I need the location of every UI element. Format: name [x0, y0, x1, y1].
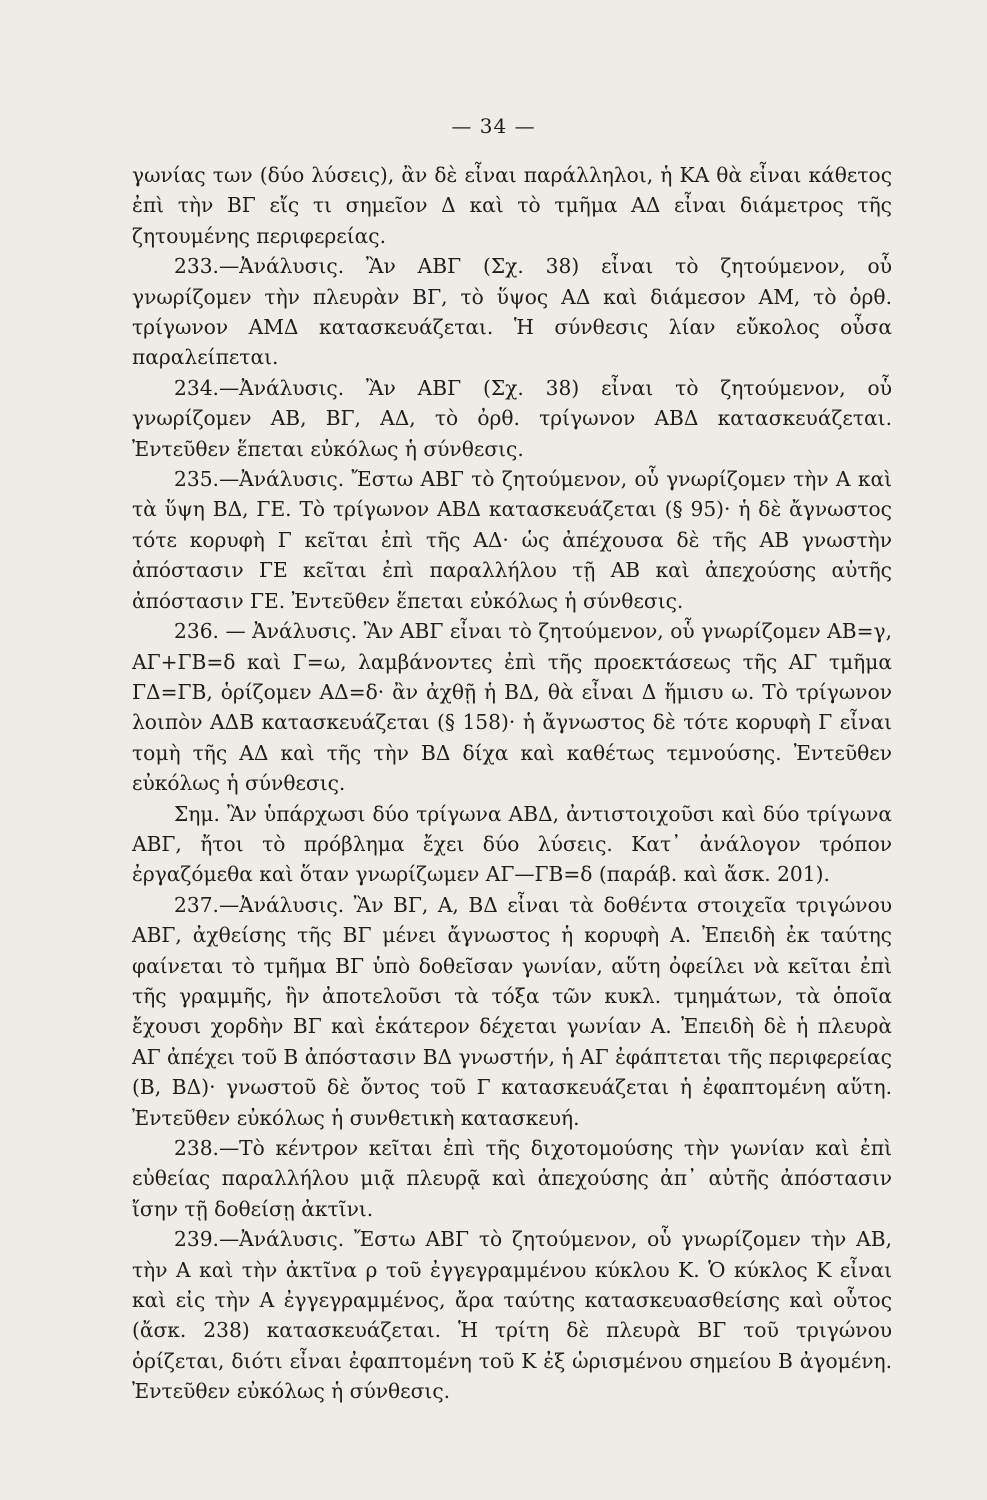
paragraph-237: 237.—Ἀνάλυσις. Ἂν ΒΓ, Α, ΒΔ εἶναι τὰ δοθέντα στοιχεῖα τριγώνου ΑΒΓ, ἀχθείσης τῆς ΒΓ μένει ἄγνωστος ἡ κορυφὴ Α. Ἐπειδὴ ἐκ ταύτης φαίνεται τὸ τμῆμα ΒΓ ὑπὸ δοθεῖσαν γωνίαν, αὕτη ὀφείλει νὰ κεῖται ἐπὶ τῆς γραμμῆς, ἣν ἀποτελοῦσι τὰ τόξα τῶν κυκλ. τμημάτων, τὰ ὁποῖα ἔχουσι χορδὴν ΒΓ καὶ ἑκάτερον δέχεται γωνίαν Α. Ἐπειδὴ δὲ ἡ πλευρὰ ΑΓ ἀπέχει τοῦ Β ἀπόστασιν ΒΔ γνωστήν, ἡ ΑΓ ἐφάπτεται τῆς περιφερείας (Β, ΒΔ)· γνωστοῦ δὲ ὄντος τοῦ Γ κατασκευάζεται ἡ ἐφαπτομένη αὕτη. Ἐντεῦθεν εὐκόλως ἡ συνθετικὴ κατασκευή. — [132, 892, 892, 1130]
paragraph-234: 234.—Ἀνάλυσις. Ἂν ΑΒΓ (Σχ. 38) εἶναι τὸ ζητούμενον, οὗ γνωρίζομεν ΑΒ, ΒΓ, ΑΔ, τὸ ὀρθ. τρίγωνον ΑΒΔ κατασκευάζεται. Ἐντεῦθεν ἕπεται εὐκόλως ἡ σύνθεσις. — [132, 375, 892, 461]
paragraph-239: 239.—Ἀνάλυσις. Ἔστω ΑΒΓ τὸ ζητούμενον, οὗ γνωρίζομεν τὴν ΑΒ, τὴν Α καὶ τὴν ἀκτῖνα ρ τοῦ ἐγγεγραμμένου κύκλου Κ. Ὁ κύκλος Κ εἶναι καὶ εἰς τὴν Α ἐγγεγραμμένος, ἄρα ταύτης κατασκευασθείσης καὶ οὗτος (ἄσκ. 238) κατασκευάζεται. Ἡ τρίτη δὲ πλευρὰ ΒΓ τοῦ τριγώνου ὁρίζεται, διότι εἶναι ἐφαπτομένη τοῦ Κ ἐξ ὡρισμένου σημείου Β ἀγομένη. Ἐντεῦθεν εὐκόλως ἡ σύνθεσις. — [132, 1227, 892, 1404]
body-text — [132, 160, 892, 1407]
paragraph-235: 235.—Ἀνάλυσις. Ἔστω ΑΒΓ τὸ ζητούμενον, οὗ γνωρίζομεν τὴν Α καὶ τὰ ὕψη ΒΔ, ΓΕ. Τὸ τρίγωνον ΑΒΔ κατασκευάζεται (§ 95)· ἡ δὲ ἄγνωστος τότε κορυφὴ Γ κεῖται ἐπὶ τῆς ΑΔ· ὡς ἀπέχουσα δὲ τῆς ΑΒ γνωστὴν ἀπόστασιν ΓΕ κεῖται ἐπὶ παραλλήλου τῇ ΑΒ καὶ ἀπεχούσης αὐτῆς ἀπόστασιν ΓΕ. Ἐντεῦθεν ἕπεται εὐκόλως ἡ σύνθεσις. — [132, 467, 892, 613]
paragraph-continuation: γωνίας των (δύο λύσεις), ἂν δὲ εἶναι παράλληλοι, ἡ ΚΑ θὰ εἶναι κάθετος ἐπὶ τὴν ΒΓ εἴς τι σημεῖον Δ καὶ τὸ τμῆμα ΑΔ εἶναι διάμετρος τῆς ζητουμένης περιφερείας. — [132, 163, 892, 248]
paragraph-238: 238.—Τὸ κέντρον κεῖται ἐπὶ τῆς διχοτομούσης τὴν γωνίαν καὶ ἐπὶ εὐθείας παραλλήλου μιᾷ πλευρᾷ καὶ ἀπεχούσης ἀπ᾽ αὐτῆς ἀπόστασιν ἴσην τῇ δοθείσῃ ἀκτῖνι. — [132, 1136, 892, 1221]
paragraph-note: Σημ. Ἂν ὑπάρχωσι δύο τρίγωνα ΑΒΔ, ἀντιστοιχοῦσι καὶ δύο τρίγωνα ΑΒΓ, ἤτοι τὸ πρόβλημα ἔχει δύο λύσεις. Κατ᾽ ἀνάλογον τρόπον ἐργαζόμεθα καὶ ὅταν γνωρίζωμεν ΑΓ—ΓΒ=δ (παράβ. καὶ ἄσκ. 201). — [132, 801, 892, 887]
paragraph-233: 233.—Ἀνάλυσις. Ἂν ΑΒΓ (Σχ. 38) εἶναι τὸ ζητούμενον, οὗ γνωρίζομεν τὴν πλευρὰν ΒΓ, τὸ ὕψος ΑΔ καὶ διάμεσον ΑΜ, τὸ ὀρθ. τρίγωνον ΑΜΔ κατασκευάζεται. Ἡ σύνθεσις λίαν εὔκολος οὖσα παραλείπεται. — [132, 254, 892, 370]
paragraph-236: 236. — Ἀνάλυσις. Ἂν ΑΒΓ εἶναι τὸ ζητούμενον, οὗ γνωρίζομεν ΑΒ=γ, ΑΓ+ΓΒ=δ καὶ Γ=ω, λαμβάνοντες ἐπὶ τῆς προεκτάσεως τῆς ΑΓ τμῆμα ΓΔ=ΓΒ, ὁρίζομεν ΑΔ=δ· ἂν ἀχθῇ ἡ ΒΔ, θὰ εἶναι Δ ἥμισυ ω. Τὸ τρίγωνον λοιπὸν ΑΔΒ κατασκευάζεται (§ 158)· ἡ ἄγνωστος δὲ τότε κορυφὴ Γ εἶναι τομὴ τῆς ΑΔ καὶ τῆς τὴν ΒΔ δίχα καὶ καθέτως τεμνούσης. Ἐντεῦθεν εὐκόλως ἡ σύνθεσις. — [132, 619, 892, 796]
page-number: — 34 — — [451, 114, 536, 138]
